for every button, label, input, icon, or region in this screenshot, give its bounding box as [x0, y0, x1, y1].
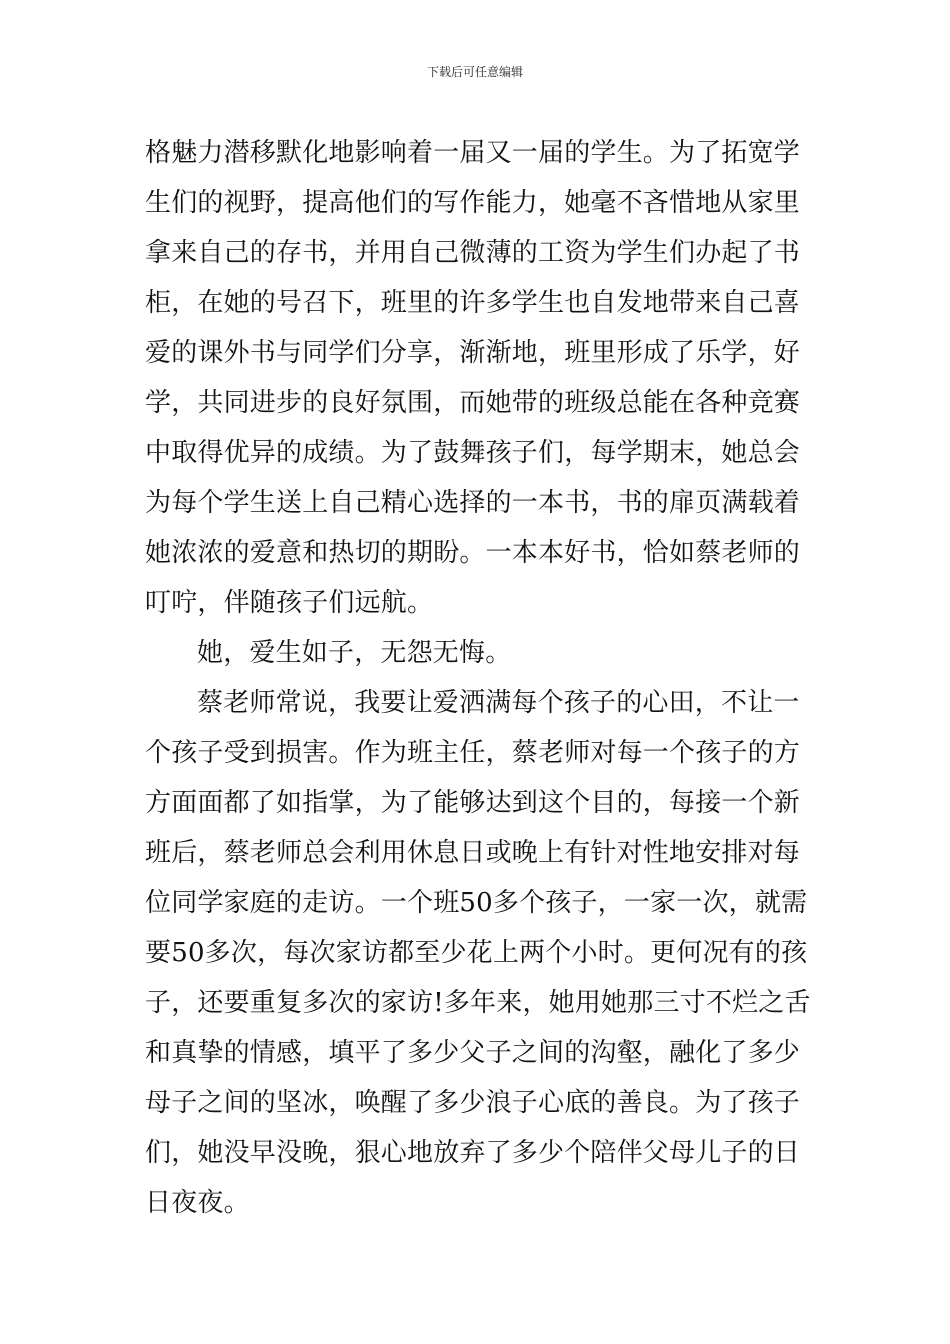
text-line: 班后，蔡老师总会利用休息日或晚上有针对性地安排对每 — [145, 838, 801, 868]
text-line: 格魅力潜移默化地影响着一届又一届的学生。为了拓宽学 — [145, 138, 801, 168]
text-line: 生们的视野，提高他们的写作能力，她毫不吝惜地从家里 — [145, 188, 801, 218]
text-line: 她浓浓的爱意和热切的期盼。一本本好书，恰如蔡老师的 — [145, 538, 801, 568]
text-line: 为每个学生送上自己精心选择的一本书，书的扉页满载着 — [145, 488, 801, 518]
paragraph-first-line: 蔡老师常说，我要让爱洒满每个孩子的心田，不让一 — [197, 688, 800, 718]
text-line: 方面面都了如指掌，为了能够达到这个目的，每接一个新 — [145, 788, 801, 818]
text-line: 学，共同进步的良好氛围，而她带的班级总能在各种竞赛 — [145, 388, 801, 418]
text-line: 爱的课外书与同学们分享，渐渐地，班里形成了乐学，好 — [145, 338, 801, 368]
text-line: 母子之间的坚冰，唤醒了多少浪子心底的善良。为了孩子 — [145, 1088, 801, 1118]
text-line: 位同学家庭的走访。一个班50多个孩子，一家一次，就需 — [145, 888, 808, 918]
paragraph-heading-line: 她，爱生如子，无怨无悔。 — [197, 638, 512, 668]
text-line: 子，还要重复多次的家访!多年来，她用她那三寸不烂之舌 — [145, 988, 811, 1018]
text-line: 日夜夜。 — [145, 1188, 250, 1218]
text-line: 拿来自己的存书，并用自己微薄的工资为学生们办起了书 — [145, 238, 801, 268]
text-line: 和真挚的情感，填平了多少父子之间的沟壑，融化了多少 — [145, 1038, 801, 1068]
body-text — [145, 128, 817, 1228]
text-line: 们，她没早没晚，狠心地放弃了多少个陪伴父母儿子的日 — [145, 1138, 801, 1168]
text-line: 个孩子受到损害。作为班主任，蔡老师对每一个孩子的方 — [145, 738, 801, 768]
text-line: 中取得优异的成绩。为了鼓舞孩子们，每学期末，她总会 — [145, 438, 801, 468]
text-line: 要50多次，每次家访都至少花上两个小时。更何况有的孩 — [145, 938, 808, 968]
page-header: 下载后可任意编辑 — [426, 65, 523, 79]
text-line: 叮咛，伴随孩子们远航。 — [145, 588, 434, 618]
text-line: 柜，在她的号召下，班里的许多学生也自发地带来自己喜 — [145, 288, 801, 318]
